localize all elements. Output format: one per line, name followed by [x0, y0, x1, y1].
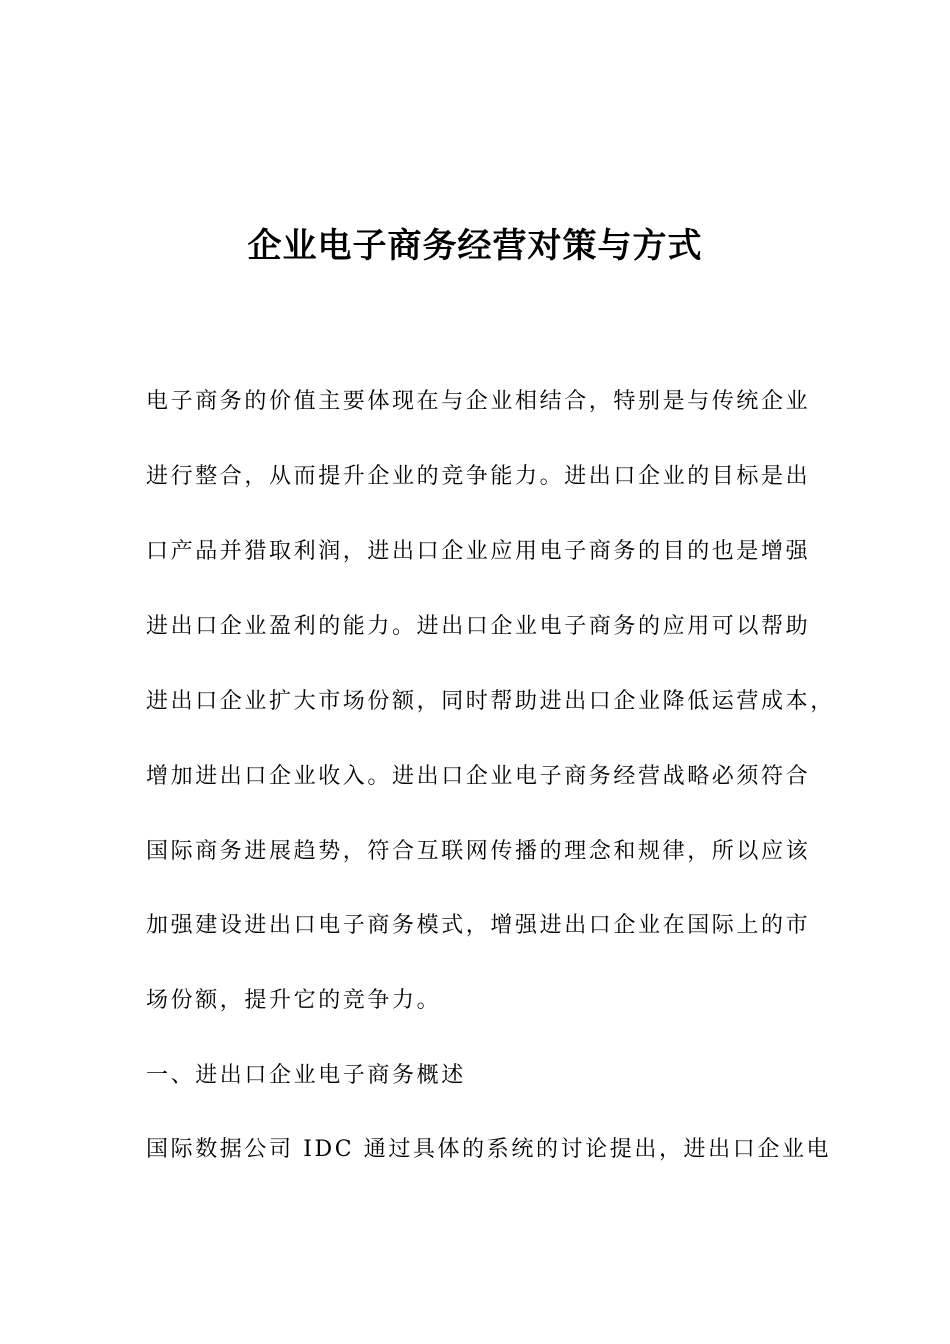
paragraph-line: 进行整合，从而提升企业的竞争能力。进出口企业的目标是出 — [146, 464, 811, 489]
paragraph-line: 进出口企业扩大市场份额，同时帮助进出口企业降低运营成本， — [146, 689, 835, 714]
paragraph-line: 国际商务进展趋势，符合互联网传播的理念和规律，所以应该 — [146, 839, 811, 864]
paragraph-line: 电子商务的价值主要体现在与企业相结合，特别是与传统企业 — [146, 389, 811, 414]
paragraph-line: 加强建设进出口电子商务模式，增强进出口企业在国际上的市 — [146, 913, 811, 938]
document-title: 企业电子商务经营对策与方式 — [247, 226, 703, 266]
paragraph-line: 国际数据公司 IDC 通过具体的系统的讨论提出，进出口企业电 — [146, 1137, 832, 1162]
paragraph-line: 口产品并猎取利润，进出口企业应用电子商务的目的也是增强 — [146, 539, 811, 564]
section-heading: 一、进出口企业电子商务概述 — [146, 1063, 466, 1088]
paragraph-line: 进出口企业盈利的能力。进出口企业电子商务的应用可以帮助 — [146, 614, 811, 639]
paragraph-line: 增加进出口企业收入。进出口企业电子商务经营战略必须符合 — [146, 764, 811, 789]
paragraph-line: 场份额，提升它的竞争力。 — [146, 988, 442, 1013]
